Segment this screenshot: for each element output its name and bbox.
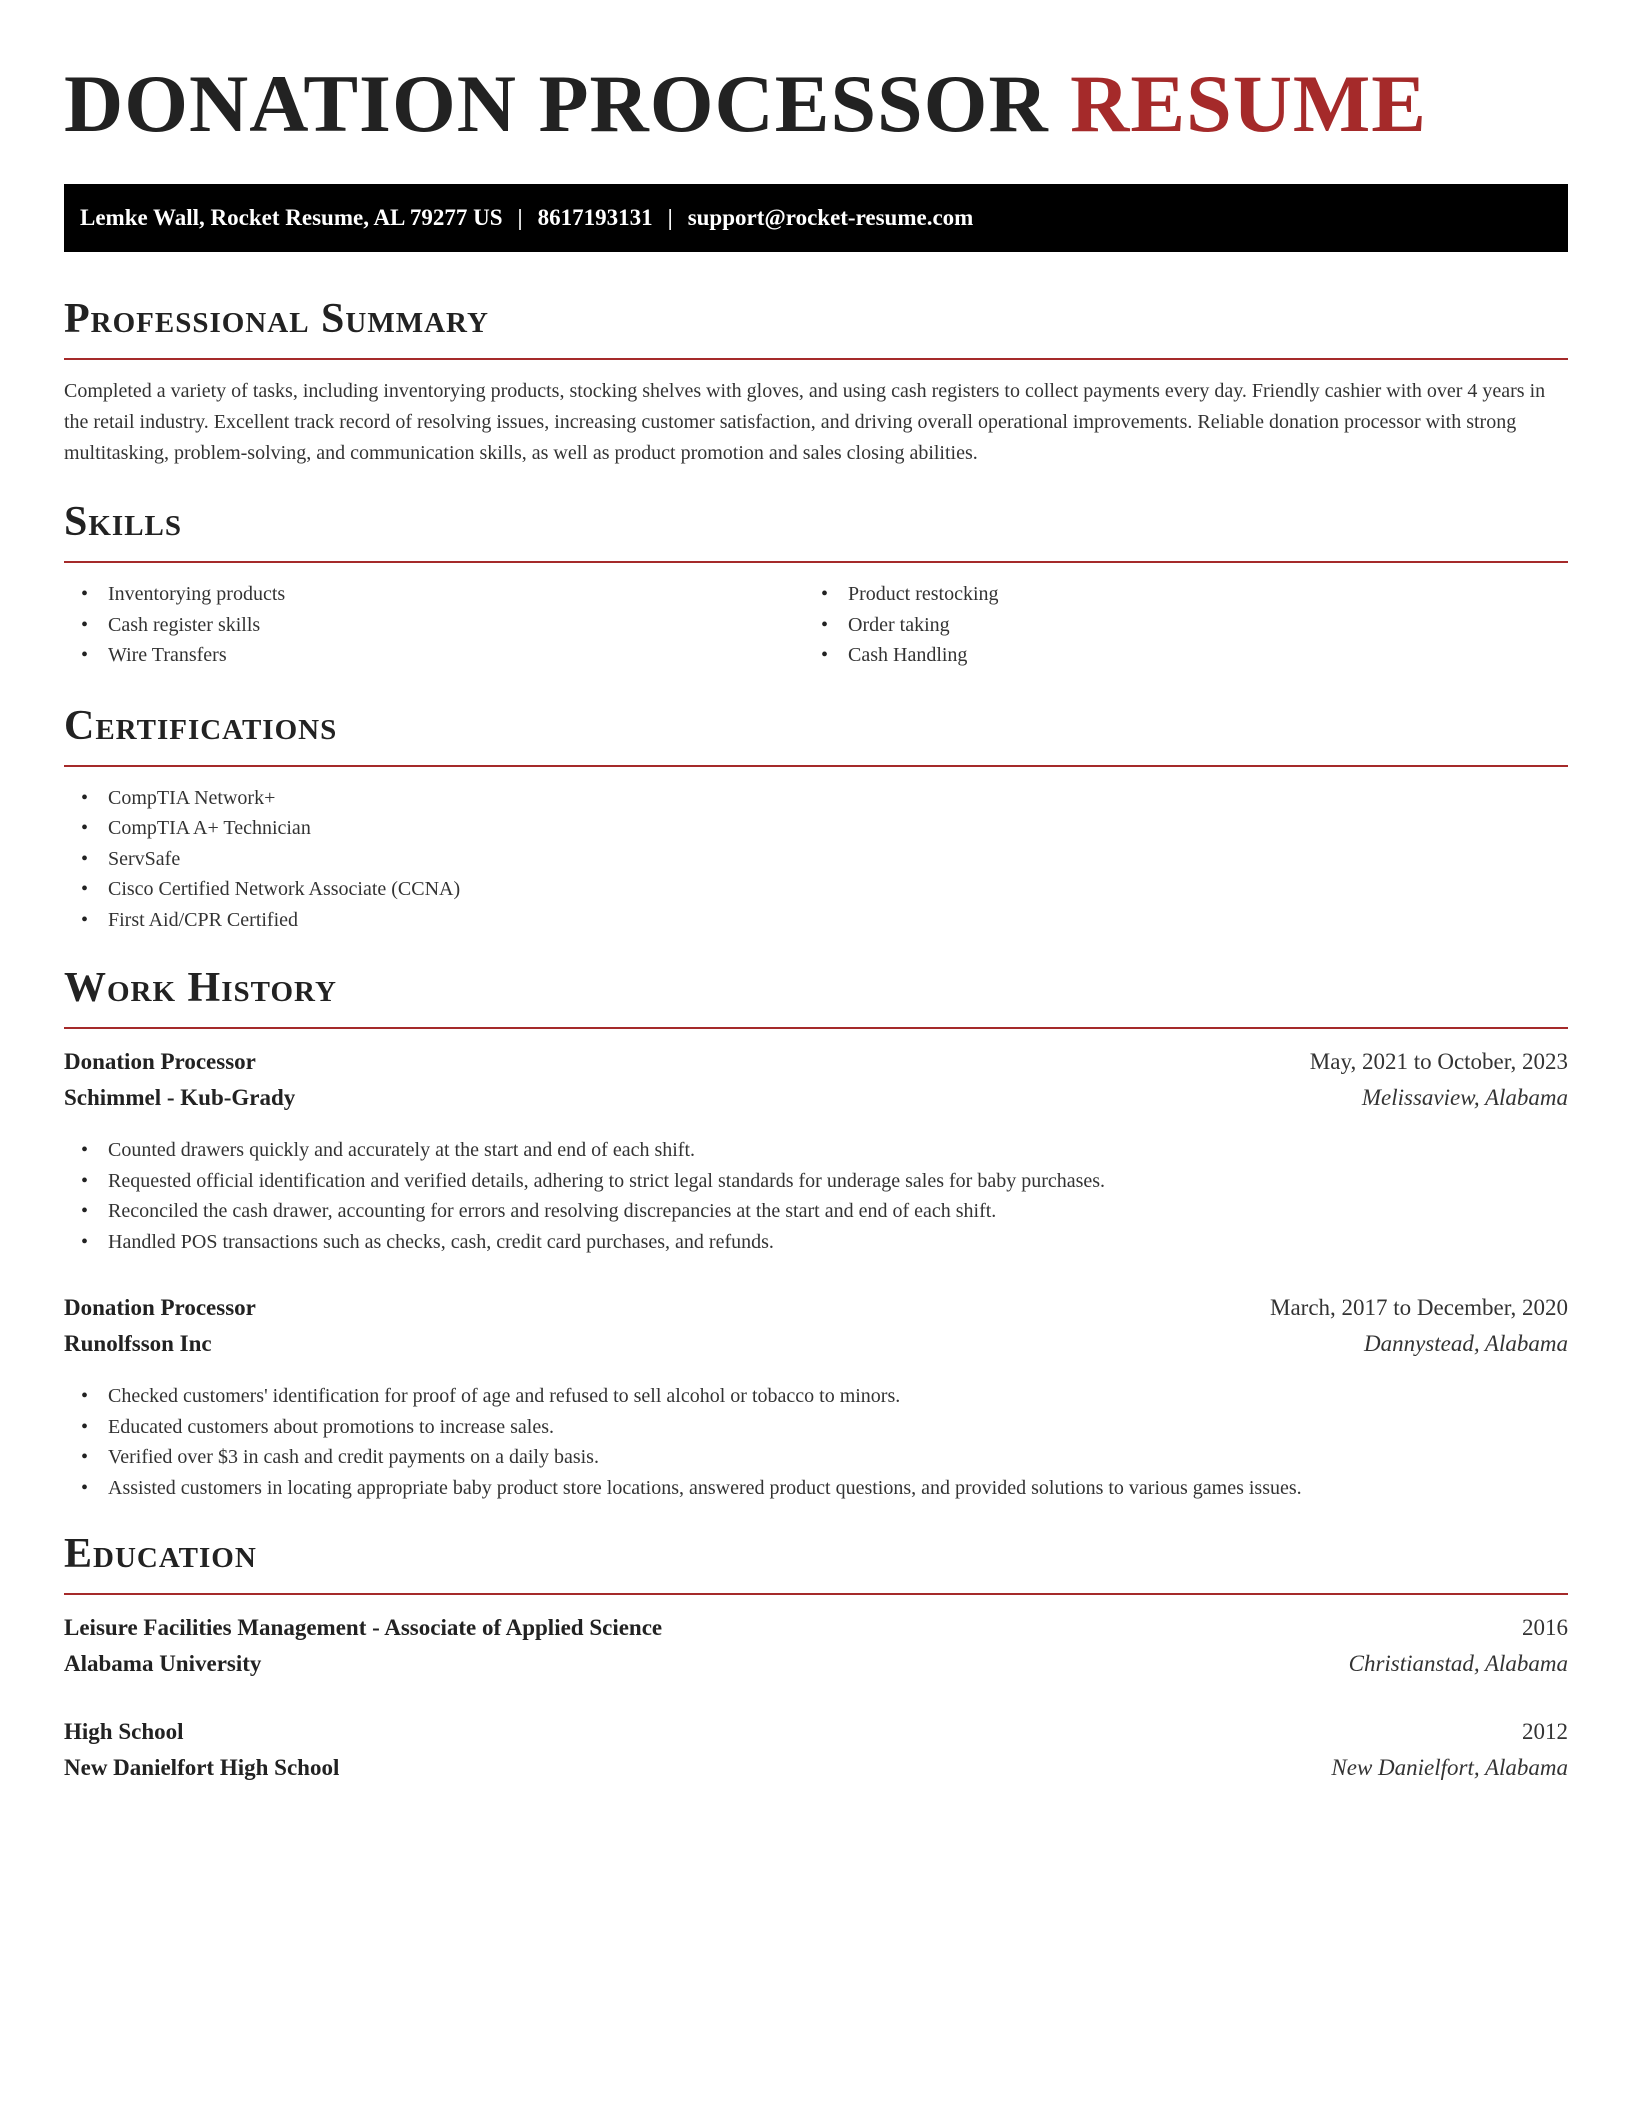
education-entry [64, 1615, 1568, 1687]
job-duty: • Assisted customers in locating appropriate baby product store locations, answered product questions, and provided solutions to various games issues. [64, 1473, 1568, 1504]
job-duties-list [64, 1381, 1568, 1503]
education-location: New Danielfort, Alabama [1331, 1755, 1568, 1780]
job-duty: • Counted drawers quickly and accurately at the start and end of each shift. [64, 1135, 1568, 1166]
contact-bar [64, 184, 1568, 252]
education-degree: Leisure Facilities Management - Associate of Applied Science [64, 1615, 663, 1640]
certifications-heading: Certifications [64, 702, 338, 749]
section-divider [64, 561, 1568, 563]
skill-item: • Wire Transfers [64, 640, 804, 671]
education-degree: High School [64, 1719, 184, 1744]
certifications-list [64, 783, 1568, 936]
job-entry [64, 1295, 1568, 1503]
job-duties-list [64, 1135, 1568, 1257]
certification-item: • First Aid/CPR Certified [64, 905, 1568, 936]
education-school: Alabama University [64, 1651, 262, 1676]
education-year: 2016 [1522, 1615, 1568, 1640]
job-duty: • Checked customers' identification for proof of age and refused to sell alcohol or tobacco to minors. [64, 1381, 1568, 1412]
summary-text: Completed a variety of tasks, including inventorying products, stocking shelves with gloves, and using cash registers to collect payments every day. Friendly cashier with over 4 years in the retail industry. Excellent track record of resolving issues, increasing customer satisfaction, and driving overall operational improvements. Reliable donation processor with strong multitasking, problem-solving, and communication skills, as well as product promotion and sales closing abilities. [64, 380, 1546, 464]
job-dates: May, 2021 to October, 2023 [1309, 1049, 1568, 1074]
page-title [64, 58, 1568, 150]
certification-item: • CompTIA A+ Technician [64, 813, 1568, 844]
section-divider [64, 765, 1568, 767]
job-duty: • Educated customers about promotions to increase sales. [64, 1412, 1568, 1443]
job-company: Runolfsson Inc [64, 1331, 212, 1356]
job-dates: March, 2017 to December, 2020 [1270, 1295, 1568, 1320]
job-duty: • Requested official identification and verified details, adhering to strict legal standards for underage sales for baby purchases. [64, 1166, 1568, 1197]
title-accent: RESUME [1070, 58, 1427, 149]
education-school: New Danielfort High School [64, 1755, 340, 1780]
contact-address: Lemke Wall, Rocket Resume, AL 79277 US [80, 205, 503, 230]
work-history-section [64, 963, 1568, 1503]
skills-heading: Skills [64, 499, 183, 545]
job-location: Melissaview, Alabama [1361, 1085, 1568, 1110]
job-duty: • Reconciled the cash drawer, accounting for errors and resolving discrepancies at the start and end of each shift. [64, 1196, 1568, 1227]
skill-item: • Inventorying products [64, 579, 804, 610]
job-entry [64, 1049, 1568, 1257]
contact-separator: | [667, 205, 673, 230]
job-company: Schimmel - Kub-Grady [64, 1085, 296, 1110]
summary-section [64, 294, 1568, 469]
job-title: Donation Processor [64, 1295, 256, 1320]
skill-item: • Cash register skills [64, 610, 804, 641]
skill-item: • Product restocking [804, 579, 1544, 610]
education-entry [64, 1719, 1568, 1791]
certification-item: • ServSafe [64, 844, 1568, 875]
skills-list-left [64, 579, 804, 671]
section-divider [64, 1593, 1568, 1595]
contact-phone: 8617193131 [537, 205, 653, 230]
job-location: Dannystead, Alabama [1363, 1331, 1568, 1356]
certification-item: • CompTIA Network+ [64, 783, 1568, 814]
job-title: Donation Processor [64, 1049, 256, 1074]
certifications-section [64, 701, 1568, 936]
title-main: DONATION PROCESSOR [64, 58, 1049, 149]
contact-separator: | [517, 205, 523, 230]
summary-heading: Professional Summary [64, 296, 489, 342]
skill-item: • Order taking [804, 610, 1544, 641]
certification-item: • Cisco Certified Network Associate (CCNA) [64, 874, 1568, 905]
contact-email: support@rocket-resume.com [687, 205, 974, 230]
job-duty: • Verified over $3 in cash and credit payments on a daily basis. [64, 1442, 1568, 1473]
skills-section [64, 497, 1568, 671]
skills-grid [64, 579, 1568, 671]
education-location: Christianstad, Alabama [1348, 1651, 1568, 1676]
education-year: 2012 [1522, 1719, 1568, 1744]
job-duty: • Handled POS transactions such as checks, cash, credit card purchases, and refunds. [64, 1227, 1568, 1258]
skills-list-right [804, 579, 1544, 671]
section-divider [64, 358, 1568, 360]
education-heading: Education [64, 1531, 257, 1577]
section-divider [64, 1027, 1568, 1029]
work-history-heading: Work History [64, 965, 337, 1011]
education-section [64, 1529, 1568, 1791]
skill-item: • Cash Handling [804, 640, 1544, 671]
